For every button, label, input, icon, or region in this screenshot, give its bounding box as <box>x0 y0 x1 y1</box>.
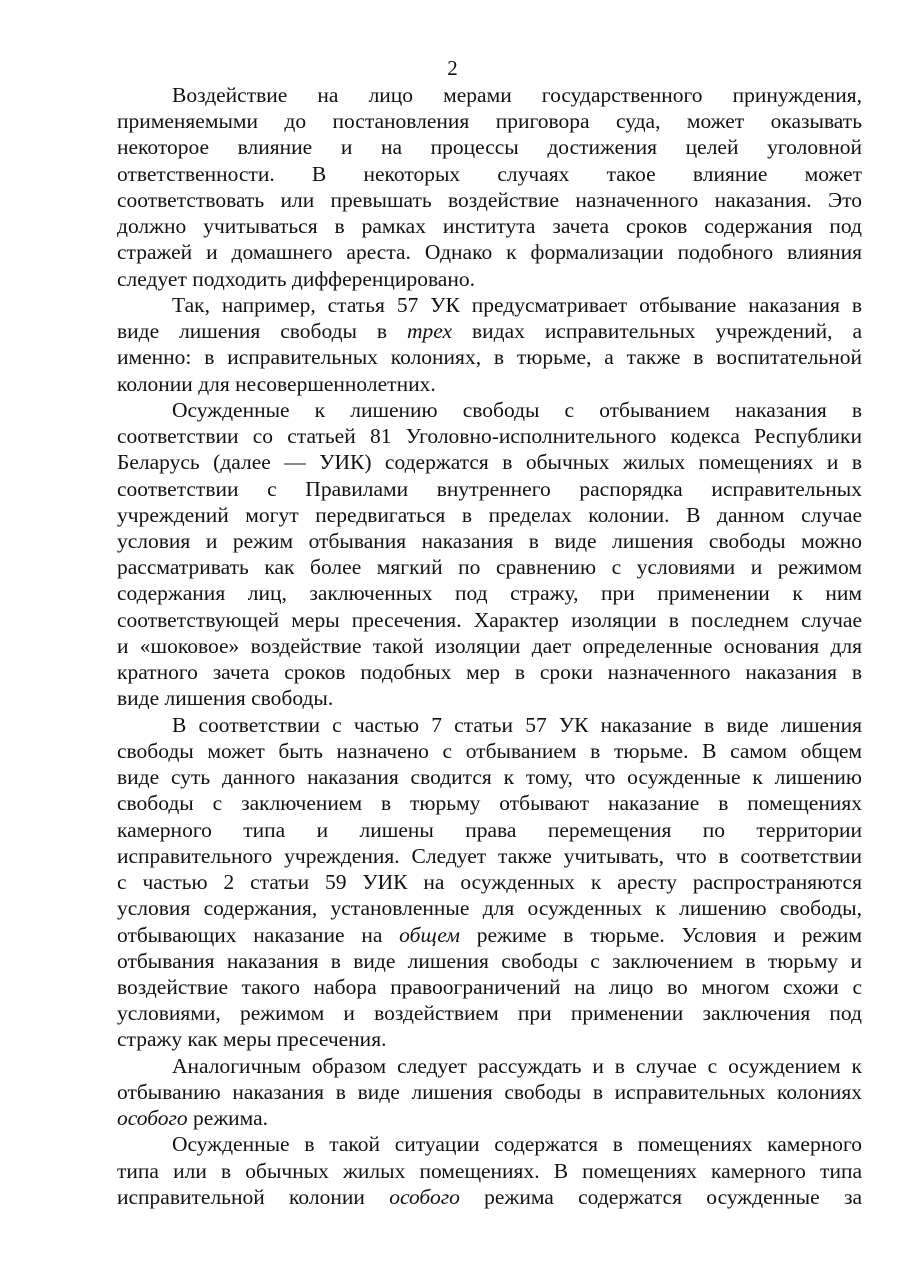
text-line <box>117 659 862 685</box>
text-segment: режима содержатся осужденные за <box>459 1184 862 1209</box>
text-segment: свободы может быть назначено с отбыванием в тюрьме. В самом общем <box>117 738 862 763</box>
page-number: 2 <box>447 56 458 80</box>
text-segment: содержания лиц, заключенных под стражу, при применении к ним <box>117 581 862 606</box>
text-line <box>117 712 862 738</box>
text-segment: исправительной колонии <box>117 1184 390 1209</box>
text-line <box>117 423 862 449</box>
text-segment: должно учитываться в рамках института зачета сроков содержания под <box>117 214 862 239</box>
italic-emphasis: особого <box>389 1184 460 1209</box>
text-segment: типа или в обычных жилых помещениях. В помещениях камерного типа <box>117 1158 862 1183</box>
text-line <box>117 528 862 554</box>
text-segment: соответствовать или превышать воздействие назначенного наказания. Это <box>117 187 862 212</box>
text-line <box>117 764 862 790</box>
paragraph <box>117 1053 862 1132</box>
document-body <box>117 82 862 1210</box>
text-segment: отбыванию наказания в виде лишения свободы в исправительных колониях <box>117 1079 862 1104</box>
text-segment: виде суть данного наказания сводится к тому, что осужденные к лишению <box>117 765 862 790</box>
text-segment: виде лишения свободы. <box>117 686 334 711</box>
text-segment: некоторое влияние и на процессы достижения целей уголовной <box>117 135 862 160</box>
text-line <box>117 1000 862 1026</box>
text-segment: камерного типа и лишены права перемещения по территории <box>117 817 862 842</box>
text-segment: Осужденные в такой ситуации содержатся в помещениях камерного <box>172 1132 862 1157</box>
text-segment: Аналогичным образом следует рассуждать и в случае с осуждением к <box>172 1053 862 1078</box>
text-segment: колонии для несовершеннолетних. <box>117 371 436 396</box>
text-segment: следует подходить дифференцировано. <box>117 266 475 291</box>
text-segment: именно: в исправительных колониях, в тюрьме, а также в воспитательной <box>117 345 862 370</box>
text-line <box>117 239 862 265</box>
text-segment: соответствии с Правилами внутреннего распорядка исправительных <box>117 476 862 501</box>
text-segment: Так, например, статья 57 УК предусматривает отбывание наказания в <box>172 292 862 317</box>
text-segment: рассматривать как более мягкий по сравнению с условиями и режимом <box>117 555 862 580</box>
paragraph <box>117 1131 862 1210</box>
text-segment: воздействие такого набора правоограничений на лицо во многом схожи с <box>117 974 862 999</box>
text-line <box>117 502 862 528</box>
text-line <box>117 344 862 370</box>
text-line <box>117 580 862 606</box>
text-line <box>117 371 862 397</box>
text-line <box>117 685 862 711</box>
text-segment: режима. <box>187 1106 269 1131</box>
text-line <box>117 633 862 659</box>
text-segment: отбывающих наказание на <box>117 922 400 947</box>
text-segment: применяемыми до постановления приговора суда, может оказывать <box>117 109 862 134</box>
text-line <box>117 1079 862 1105</box>
text-line <box>117 843 862 869</box>
text-line <box>117 1131 862 1157</box>
text-segment: условия содержания, установленные для осужденных к лишению свободы, <box>117 896 862 921</box>
text-segment: Осужденные к лишению свободы с отбыванием наказания в <box>172 397 862 422</box>
text-segment: отбывания наказания в виде лишения свободы с заключением в тюрьму и <box>117 948 862 973</box>
text-line <box>117 318 862 344</box>
text-line <box>117 1105 862 1131</box>
text-segment: свободы с заключением в тюрьму отбывают наказание в помещениях <box>117 791 862 816</box>
text-segment: ответственности. В некоторых случаях такое влияние может <box>117 161 862 186</box>
text-line <box>117 738 862 764</box>
text-segment: соответствии со статьей 81 Уголовно-исполнительного кодекса Республики <box>117 424 862 449</box>
text-segment: режиме в тюрьме. Условия и режим <box>459 922 862 947</box>
text-line <box>117 895 862 921</box>
text-line <box>117 869 862 895</box>
text-line <box>117 397 862 423</box>
text-line <box>117 817 862 843</box>
text-line <box>117 1053 862 1079</box>
text-line <box>117 266 862 292</box>
text-segment: Беларусь (далее — УИК) содержатся в обычных жилых помещениях и в <box>117 450 862 475</box>
text-segment: кратного зачета сроков подобных мер в сроки назначенного наказания в <box>117 660 862 685</box>
text-segment: исправительного учреждения. Следует также учитывать, что в соответствии <box>117 843 862 868</box>
text-line <box>117 790 862 816</box>
text-line <box>117 82 862 108</box>
text-segment: стражу как меры пресечения. <box>117 1027 387 1052</box>
italic-emphasis: общем <box>399 922 460 947</box>
text-segment: Воздействие на лицо мерами государственного принуждения, <box>172 83 862 107</box>
text-segment: соответствующей меры пресечения. Характер изоляции в последнем случае <box>117 607 862 632</box>
paragraph <box>117 82 862 292</box>
text-line <box>117 974 862 1000</box>
italic-emphasis: особого <box>117 1106 188 1131</box>
text-segment: стражей и домашнего ареста. Однако к формализации подобного влияния <box>117 240 862 265</box>
text-segment: с частью 2 статьи 59 УИК на осужденных к аресту распространяются <box>117 870 862 895</box>
text-segment: условия и режим отбывания наказания в виде лишения свободы можно <box>117 528 862 553</box>
text-segment: условиями, режимом и воздействием при применении заключения под <box>117 1001 862 1026</box>
text-line <box>117 292 862 318</box>
text-segment: виде лишения свободы в <box>117 319 407 344</box>
text-line <box>117 1184 862 1210</box>
italic-emphasis: трех <box>407 319 453 344</box>
text-line <box>117 449 862 475</box>
text-line <box>117 1026 862 1052</box>
text-line <box>117 213 862 239</box>
text-line <box>117 1158 862 1184</box>
text-line <box>117 922 862 948</box>
text-segment: и «шоковое» воздействие такой изоляции дает определенные основания для <box>117 633 862 658</box>
text-line <box>117 134 862 160</box>
text-segment: учреждений могут передвигаться в пределах колонии. В данном случае <box>117 502 862 527</box>
text-line <box>117 554 862 580</box>
text-segment: В соответствии с частью 7 статьи 57 УК наказание в виде лишения <box>172 712 862 737</box>
text-segment: видах исправительных учреждений, а <box>452 319 862 344</box>
text-line <box>117 607 862 633</box>
text-line <box>117 108 862 134</box>
text-line <box>117 948 862 974</box>
text-line <box>117 476 862 502</box>
paragraph <box>117 397 862 712</box>
text-line <box>117 187 862 213</box>
text-line <box>117 161 862 187</box>
paragraph <box>117 712 862 1053</box>
paragraph <box>117 292 862 397</box>
